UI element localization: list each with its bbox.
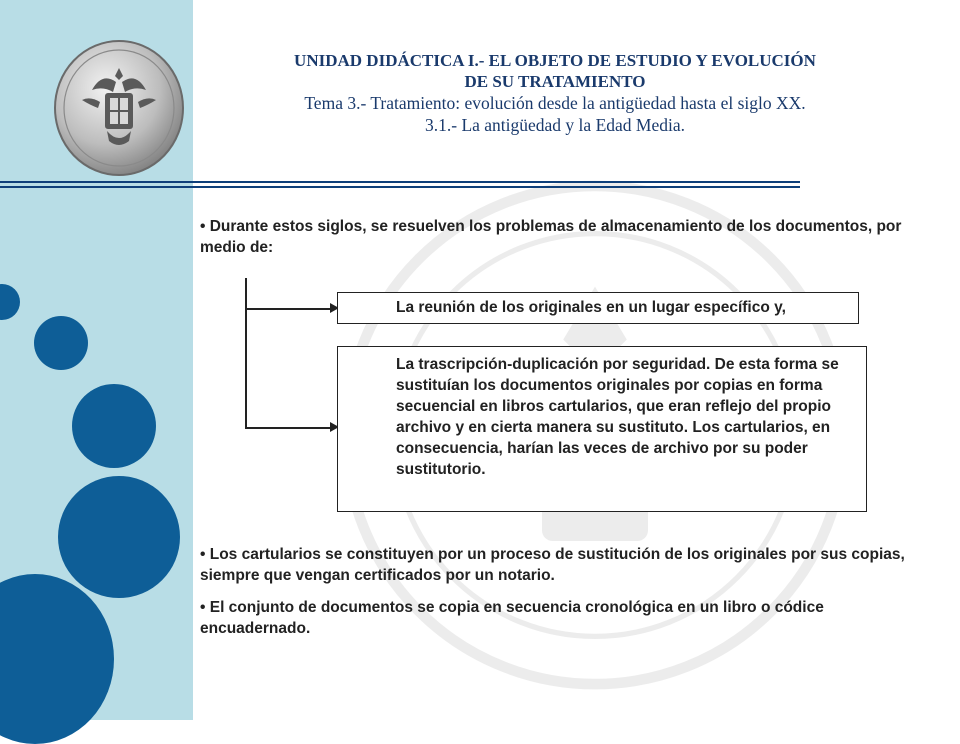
diagram-box-reunion-text: La reunión de los originales en un lugar específico y, xyxy=(396,299,786,316)
intro-bullet: • Durante estos siglos, se resuelven los problemas de almacenamiento de los documentos, por medio de: xyxy=(200,218,902,256)
decorative-circle xyxy=(58,476,180,598)
decorative-circle xyxy=(72,384,156,468)
subtitle-line-1: Tema 3.- Tratamiento: evolución desde la antigüedad hasta el siglo XX. xyxy=(304,93,806,113)
diagram-box-reunion xyxy=(337,292,859,324)
diagram-box-trascripcion xyxy=(337,346,867,512)
title-divider-top xyxy=(0,181,800,183)
diagram-box-trascripcion-text: La trascripción-duplicación por seguridad. De esta forma se sustituían los documentos originales por copias en forma secuencial en libros cartularios, que eran reflejo del propio archivo y en cierta manera su sustituto. Los cartularios, en consecuencia, harían las veces de archivo por su poder sustitutorio. xyxy=(396,356,839,478)
university-seal-icon xyxy=(52,38,187,178)
title-line-2: DE SU TRATAMIENTO xyxy=(464,72,646,91)
subtitle-line-2: 3.1.- La antigüedad y la Edad Media. xyxy=(425,115,685,135)
title-line-1: UNIDAD DIDÁCTICA I.- EL OBJETO DE ESTUDIO Y EVOLUCIÓN xyxy=(294,51,816,70)
decorative-circle xyxy=(34,316,88,370)
slide-title-block xyxy=(200,50,910,136)
bullet-cartularios: • Los cartularios se constituyen por un proceso de sustitución de los originales por sus copias, siempre que vengan certificados por un notario. xyxy=(200,546,905,584)
title-divider-bottom xyxy=(0,186,800,188)
bracket-arrow-top-line xyxy=(245,308,333,310)
bullet-conjunto-documentos: • El conjunto de documentos se copia en secuencia cronológica en un libro o códice encuadernado. xyxy=(200,599,824,637)
bracket-vertical-line xyxy=(245,278,247,428)
bracket-arrow-bottom-line xyxy=(245,427,333,429)
